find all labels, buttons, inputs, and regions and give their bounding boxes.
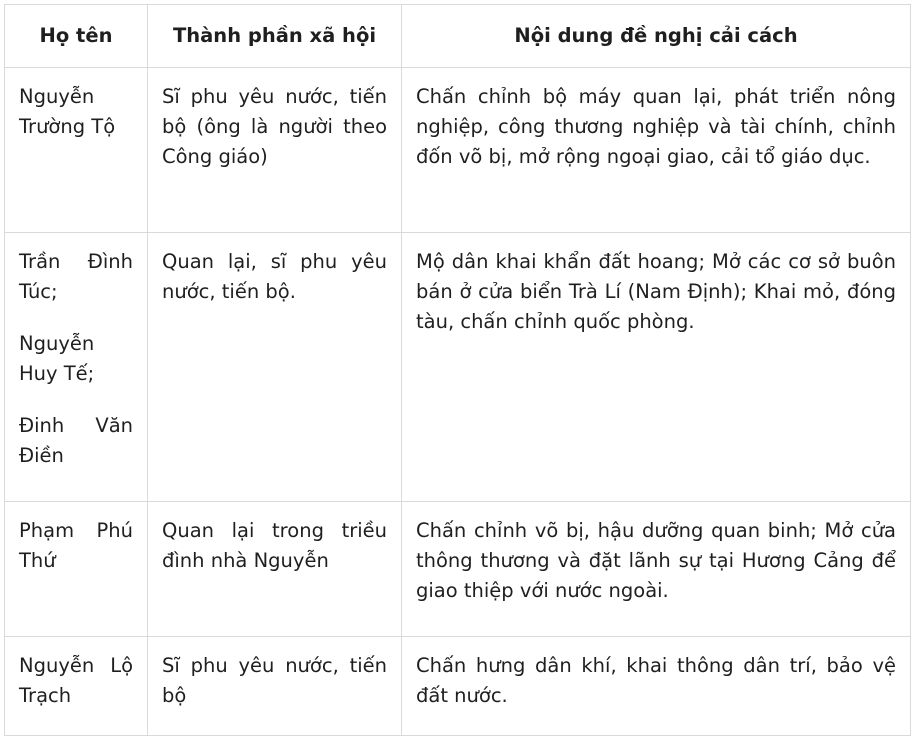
cell-name xyxy=(5,233,148,502)
header-social-class: Thành phần xã hội xyxy=(148,5,402,68)
table-row xyxy=(5,233,911,502)
cell-social-class: Quan lại, sĩ phu yêu nước, tiến bộ. xyxy=(148,233,402,502)
person-name: Đinh Văn Điền xyxy=(19,414,133,467)
cell-social-class: Sĩ phu yêu nước, tiến bộ (ông là người theo Công giáo) xyxy=(148,68,402,233)
table-row xyxy=(5,637,911,736)
cell-social-class: Quan lại trong triều đình nhà Nguyễn xyxy=(148,502,402,637)
person-name: Nguyễn Trường Tộ xyxy=(19,85,116,138)
person-name: Phạm Phú Thứ xyxy=(19,519,133,572)
header-name: Họ tên xyxy=(5,5,148,68)
table-row xyxy=(5,68,911,233)
cell-name xyxy=(5,502,148,637)
person-name: Nguyễn Huy Tế; xyxy=(19,332,95,385)
cell-proposal: Chấn chỉnh võ bị, hậu dưỡng quan binh; Mở cửa thông thương và đặt lãnh sự tại Hương Cảng để giao thiệp với nước ngoài. xyxy=(402,502,911,637)
person-name: Nguyễn Lộ Trạch xyxy=(19,654,133,707)
cell-social-class: Sĩ phu yêu nước, tiến bộ xyxy=(148,637,402,736)
cell-proposal: Chấn hưng dân khí, khai thông dân trí, bảo vệ đất nước. xyxy=(402,637,911,736)
table-row xyxy=(5,502,911,637)
cell-proposal: Chấn chỉnh bộ máy quan lại, phát triển nông nghiệp, công thương nghiệp và tài chính, chỉnh đốn võ bị, mở rộng ngoại giao, cải tổ giáo dục. xyxy=(402,68,911,233)
header-proposal: Nội dung đề nghị cải cách xyxy=(402,5,911,68)
reform-proposals-table xyxy=(4,4,911,736)
table-header-row xyxy=(5,5,911,68)
person-name: Trần Đình Túc; xyxy=(19,250,133,303)
cell-proposal: Mộ dân khai khẩn đất hoang; Mở các cơ sở buôn bán ở cửa biển Trà Lí (Nam Định); Khai mỏ, đóng tàu, chấn chỉnh quốc phòng. xyxy=(402,233,911,502)
cell-name xyxy=(5,637,148,736)
cell-name xyxy=(5,68,148,233)
